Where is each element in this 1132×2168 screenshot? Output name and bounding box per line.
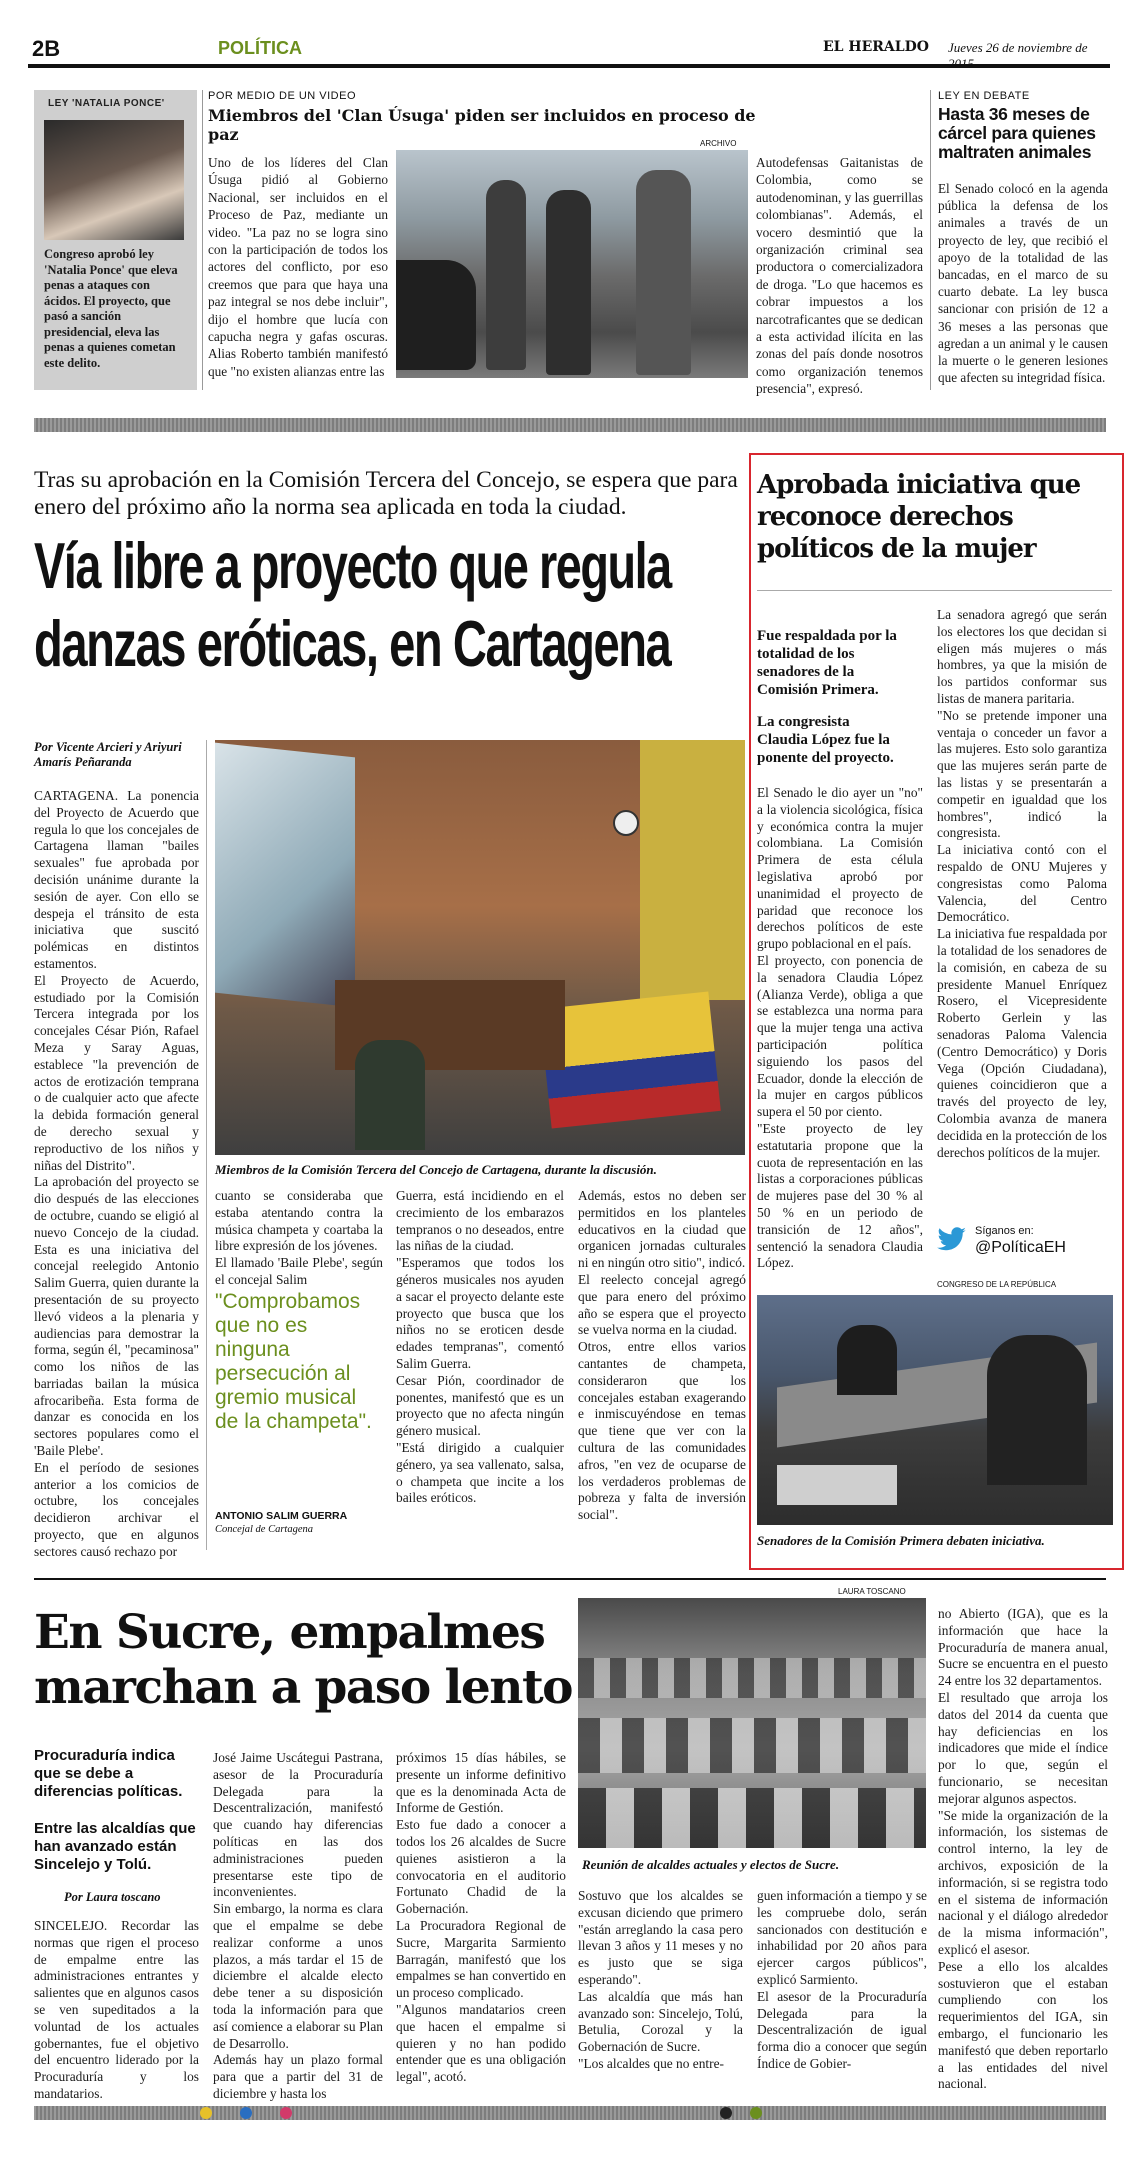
- photo-figure: [636, 170, 691, 375]
- twitter-follow[interactable]: [937, 1223, 1107, 1268]
- story-headline[interactable]: Hasta 36 meses de cárcel para quienes maltraten animales: [938, 104, 1096, 162]
- photo-credit: ARCHIVO: [700, 139, 737, 148]
- sucre-col-2: José Jaime Uscátegui Pastrana, asesor de la Procuraduría Delegada para la Descentralización, manifestó que cuando hay diferencias políticas en las dos administraciones pueden presentarse este tipo de inconvenientes. Sin embargo, la norma es clara que el empalme se debe realizar conforme a unos plazos, a más tardar el 15 de diciembre el alcalde electo debe tener a su disposición toda la información para que así comience a elaborar su Plan de Desarrollo. Además hay un plazo formal para que a partir del 31 de diciembre y hasta los: [213, 1750, 383, 2101]
- sucre-highlight-1: Procuraduría indica que se debe a diferencias políticas.: [34, 1747, 183, 1800]
- color-dot: [750, 2107, 762, 2119]
- council-photo-caption: Miembros de la Comisión Tercera del Concejo de Cartagena, durante la discusión.: [215, 1162, 657, 1177]
- sidebar-highlight-2: La congresista Claudia López fue la ponente del proyecto.: [757, 714, 894, 766]
- photo-figure: [486, 180, 526, 370]
- story-text: El Senado colocó en la agenda pública la defensa de los animales a través de un proyecto de ley, que recibió el apoyo de la totalidad de las bancadas, en el marco de su cuarto debate. La ley busca sancionar con prisión de 12 a 36 meses a las personas que agredan a un animal y le causen la muerte o le generen lesiones que afecten su integridad física.: [938, 181, 1108, 386]
- sucre-headline[interactable]: [34, 1605, 579, 1735]
- main-byline: Por Vicente Arcieri y Ariyuri Amarís Peñaranda: [34, 740, 182, 769]
- photo-screen: [215, 743, 355, 1008]
- natalia-ponce-photo: [44, 120, 184, 240]
- column-rule: [206, 740, 207, 1550]
- box-text: Congreso aprobó ley 'Natalia Ponce' que eleva penas a ataques con ácidos. El proyecto, que pasó a sanción presidencial, eleva las penas a quienes cometan este delito.: [44, 247, 178, 370]
- footer-color-dots: [200, 2107, 760, 2119]
- sucre-headline-line-2: marchan a paso lento: [34, 1660, 573, 1715]
- mayors-photo-caption: Reunión de alcaldes actuales y electos de Sucre.: [582, 1857, 840, 1872]
- photo-flag: [539, 991, 721, 1128]
- main-headline-line-2: danzas eróticas, en Cartagena: [34, 607, 671, 680]
- mayors-photo: [578, 1598, 926, 1848]
- sidebar-col-2: La senadora agregó que serán los electores los que decidan si eligen más mujeres o más hombres, ya que la misión de los partidos conformar sus listas de manera paritaria. "No se pretende imponer una ventaja o conceder un favor a las mujeres. Esto solo garantiza que las mujeres serán parte de las listas y se presentarán a competir en igualdad que los hombres", indicó la congresista. La iniciativa contó con el respaldo de ONU Mujeres y congresistas como Paloma Valencia, del Centro Democrático. La iniciativa fue respaldada por la totalidad de los senadores de la comisión, en cabeza de su presidente Manuel Enríquez Rosero, el Vicepresidente Roberto Gerlein y las senadoras Paloma Valencia (Centro Democrático) y Doris Vega (Opción Ciudadana), quienes coincidieron que a través del proyecto de ley, Colombia avanza de manera decidida en la protección de los derechos políticos de la mujer.: [937, 607, 1107, 1160]
- sucre-col-1: SINCELEJO. Recordar las normas que rigen el proceso de empalme entre las administraciones entrantes y salientes que en algunos casos se ven supeditados a la voluntad de los actuales gobernantes, fue el objetivo del encuentro liderado por la Procuraduría y los mandatarios.: [34, 1918, 199, 2101]
- photo-yellow-wall: [640, 740, 745, 1000]
- photo-crowd-row: [578, 1718, 926, 1773]
- newspaper-name: EL HERALDO: [823, 39, 929, 55]
- photo-car: [396, 260, 476, 370]
- sidebar-highlight-1: Fue respaldada por la totalidad de los senadores de la Comisión Primera.: [757, 628, 897, 698]
- quote-role: Concejal de Cartagena: [215, 1524, 313, 1535]
- quote-author: ANTONIO SALIM GUERRA: [215, 1510, 348, 1522]
- photo-crowd-row: [578, 1658, 926, 1698]
- main-col-1: CARTAGENA. La ponencia del Proyecto de Acuerdo que regula lo que los concejales de Cartagena llaman "bailes sexuales" fue aprobada por decisión unánime durante la sesión de ayer. Con ello se despeja el tránsito de esta iniciativa que suscitó polémicas en distintos estamentos. El Proyecto de Acuerdo, estudiado por la Comisión Tercera integrada por los concejales César Pión, Rafael Meza y Saray Aguas, establece "la prevención de actos de erotización temprana o de cualquier acto que afecte la debida formación general de derecho sexual y reproductivo de los niños y niñas del Distrito". La aprobación del proyecto se dio después de las elecciones de octubre, cuando se eligió al nuevo Concejo de la ciudad. Esta es una iniciativa del concejal reelegido Antonio Salim Guerra, quien durante la presentación de su proyecto llevó videos a la plenaria y audiencias para demostrar la forma, según él, "pecaminosa" como los niños de las barriadas bailan la música afrocaribeña. Esta forma de danzar es conocida en los sectores populares como el 'Baile Plebe'. En el período de sesiones anterior a los comicios de octubre, los concejales decidieron archivar el proyecto, que en algunos sectores causó rechazo por: [34, 788, 199, 1559]
- women-rights-sidebar: [749, 453, 1124, 1570]
- page-header: [28, 34, 1110, 68]
- photo-laptop: [777, 1465, 897, 1505]
- main-col-2: cuanto se consideraba que estaba atentando contra la música champeta y coartaba la libre expresión de los jóvenes. El llamado 'Baile Plebe', según el concejal Salim: [215, 1188, 383, 1287]
- photo-figure: [546, 190, 591, 375]
- main-headline[interactable]: [34, 530, 749, 695]
- sucre-highlight-2: Entre las alcaldías que han avanzado están Sincelejo y Tolú.: [34, 1820, 196, 1873]
- animals-story: [938, 90, 1108, 390]
- sidebar-headline[interactable]: Aprobada iniciativa que reconoce derechos políticos de la mujer: [757, 470, 1081, 564]
- box-kicker: LEY 'NATALIA PONCE': [48, 98, 165, 109]
- photo-crowd-row: [578, 1788, 926, 1848]
- clan-usuga-photo: [396, 150, 748, 378]
- color-dot: [280, 2107, 292, 2119]
- page-number: 2B: [32, 36, 61, 61]
- senators-photo-caption: Senadores de la Comisión Primera debaten iniciativa.: [757, 1533, 1045, 1548]
- main-deck: Tras su aprobación en la Comisión Tercera del Concejo, se espera que para enero del próximo año la norma sea aplicada en toda la ciudad.: [34, 467, 738, 520]
- bottom-rule: [34, 1578, 1106, 1580]
- photo-figure: [987, 1335, 1087, 1485]
- sidebar-rule: [757, 590, 1112, 591]
- council-photo: [215, 740, 745, 1155]
- sucre-col-5: guen información a tiempo y se les compruebe dolo, serán sancionados con destitución e inhabilidad por 20 años para ejercer cargos públicos", explicó Sarmiento. El asesor de la Procuraduría Delegada para la Descentralización de igual forma dio a conocer que según Índice de Gobier-: [757, 1888, 927, 2071]
- main-col-3: Guerra, está incidiendo en el crecimiento de los embarazos tempranos o no deseados, entre las niñas de la ciudad. "Esperamos que todos los géneros musicales nos ayuden a sacar el proyecto delante este proyecto que busca que los niños no se eroticen desde edades tempranas", comentó Salim Guerra. Cesar Pión, coordinador de ponentes, manifestó que es un proyecto que no afecta ningún género musical. "Está dirigido a cualquier género, ya sea vallenato, salsa, o champeta que incite a los bailes eróticos.: [396, 1188, 564, 1506]
- sucre-col-3: próximos 15 días hábiles, se presente un informe definitivo que es la denominada Acta de Informe de Gestión. Esto fue dado a conocer a todos los 26 alcaldes de Sucre quienes asistieron a la convocatoria en el auditorio Fortunato Chadid de la Gobernación. La Procuradora Regional de Sucre, Margarita Sarmiento Barragán, manifestó que los empalmes se han convertido en un proceso complicado. "Algunos mandatarios creen que hacen el empalme si quieren y no han podido entender que es una obligación legal", acotó.: [396, 1750, 566, 2085]
- natalia-ponce-box: [34, 90, 197, 390]
- sucre-col-4: Sostuvo que los alcaldes se excusan diciendo que primero "están arreglando la casa pero llevan 3 años y 11 meses y no es justo que se siga esperando". Las alcaldía que más han avanzado son: Sincelejo, Tolú, Betulia, Corozal y la Gobernación de Sucre. "Los alcaldes que no entre-: [578, 1888, 743, 2071]
- section-title: POLÍTICA: [218, 38, 302, 58]
- twitter-label: Síganos en:: [975, 1225, 1034, 1237]
- photo-officer: [355, 1040, 425, 1150]
- sidebar-col-1: El Senado le dio ayer un "no" a la violencia sicológica, física y económica contra la mujer colombiana. La Comisión Primera de esta célula legislativa aprobó por unanimidad el proyecto de paridad que reconoce los derechos políticos de este grupo poblacional en el país. El proyecto, con ponencia de la senadora Claudia López (Alianza Verde), obliga a que se establezca una norma para que la mujer tenga una activa participación política siguiendo los pasos del Ecuador, donde la elección de la mujer en cargos públicos supera el 50 por ciento. "Este proyecto de ley estatutaria propone que la cuota de representación en las listas a corporaciones públicas de mujeres pase del 30 % al 50 % en un periodo de transición de 12 años", sentenció la senadora Claudia López.: [757, 785, 923, 1271]
- color-dot: [240, 2107, 252, 2119]
- issue-date: Jueves 26 de noviembre de: [948, 40, 1088, 55]
- pull-quote: "Comprobamos que no es ninguna persecución al gremio musical de la champeta".: [215, 1290, 372, 1433]
- sucre-headline-line-1: En Sucre, empalmes: [34, 1605, 545, 1660]
- story-kicker: LEY EN DEBATE: [938, 90, 1030, 102]
- twitter-bird-icon: [937, 1227, 967, 1253]
- story-kicker: POR MEDIO DE UN VIDEO: [208, 90, 357, 102]
- column-rule: [202, 90, 203, 390]
- senators-photo: [757, 1295, 1113, 1525]
- sucre-photo-credit: LAURA TOSCANO: [838, 1587, 906, 1596]
- story-col-2: Autodefensas Gaitanistas de Colombia, como se autodenominan, y las guerrillas colombianas". Además, el vocero desmintió que la organización criminal sea productora o comercializadora de droga. "Lo que hacemos es cobrar impuestos a los narcotraficantes que se dedican a esta actividad ilícita en las zonas del país donde nosotros como organización tenemos presencia", expresó.: [756, 155, 923, 397]
- clan-usuga-story: [208, 90, 923, 397]
- twitter-handle: @PolíticaEH: [975, 1239, 1066, 1256]
- header-rule: [28, 64, 1110, 68]
- story-headline[interactable]: Miembros del 'Clan Úsuga' piden ser incluidos en proceso de paz: [208, 106, 756, 144]
- divider-bar: [34, 418, 1106, 432]
- main-headline-line-1: Vía libre a proyecto que regula: [34, 529, 671, 602]
- story-col-1: Uno de los líderes del Clan Úsuga pidió al Gobierno Nacional, ser incluidos en el Proceso de Paz, mediante un video. "La paz no se logra sino con la participación de todos los actores del conflicto, por eso creemos que para que haya una paz integral se nos debe incluir", dijo el hombre que lucía con capucha negra y gafas oscuras. Alias Roberto también manifestó que "no existen alianzas entre las: [208, 155, 388, 379]
- sidebar-photo-credit: CONGRESO DE LA REPÚBLICA: [937, 1280, 1057, 1289]
- photo-figure: [837, 1325, 897, 1395]
- main-col-4: Además, estos no deben ser permitidos en los planteles educativos en la ciudad que organicen jornadas culturales ni en ningún otro sitio", indicó. El reelecto concejal agregó que para enero del próximo año se espera que el proyecto se vuelva norma en la ciudad. Otros, entre ellos varios cantantes de champeta, consideraron que los concejales estaban exagerando e inmiscuyéndose en temas que tiene que ver con la cultura de las comunidades afros, "en vez de ocuparse de los verdaderos problemas de pobreza y falta de inversión social".: [578, 1188, 746, 1523]
- sucre-col-6: no Abierto (IGA), que es la información que hace la Procuraduría de manera anual, Sucre se encuentra en el puesto 24 entre los 32 departamentos. El resultado que arroja los datos del 2014 da cuenta que hay deficiencias en los indicadores que mide el índice por lo que, según el funcionario, se necesitan mejorar algunos aspectos. "Se mide la organización de la información, los sistemas de control interno, la ley de archivos, exposición de la información, si se registra todo en el sistema de información nacional y el diálogo alrededor de la misma información", explicó el asesor. Pese a ello los alcaldes sostuvieron que el estaban cumpliendo con los requerimientos del IGA, sin embargo, el funcionario les manifestó que deben reportarlo a las entidades del nivel nacional.: [938, 1606, 1108, 2092]
- color-dot: [720, 2107, 732, 2119]
- column-rule: [930, 90, 931, 390]
- sucre-byline: Por Laura toscano: [64, 1890, 161, 1904]
- color-dot: [200, 2107, 212, 2119]
- photo-clock: [613, 810, 639, 836]
